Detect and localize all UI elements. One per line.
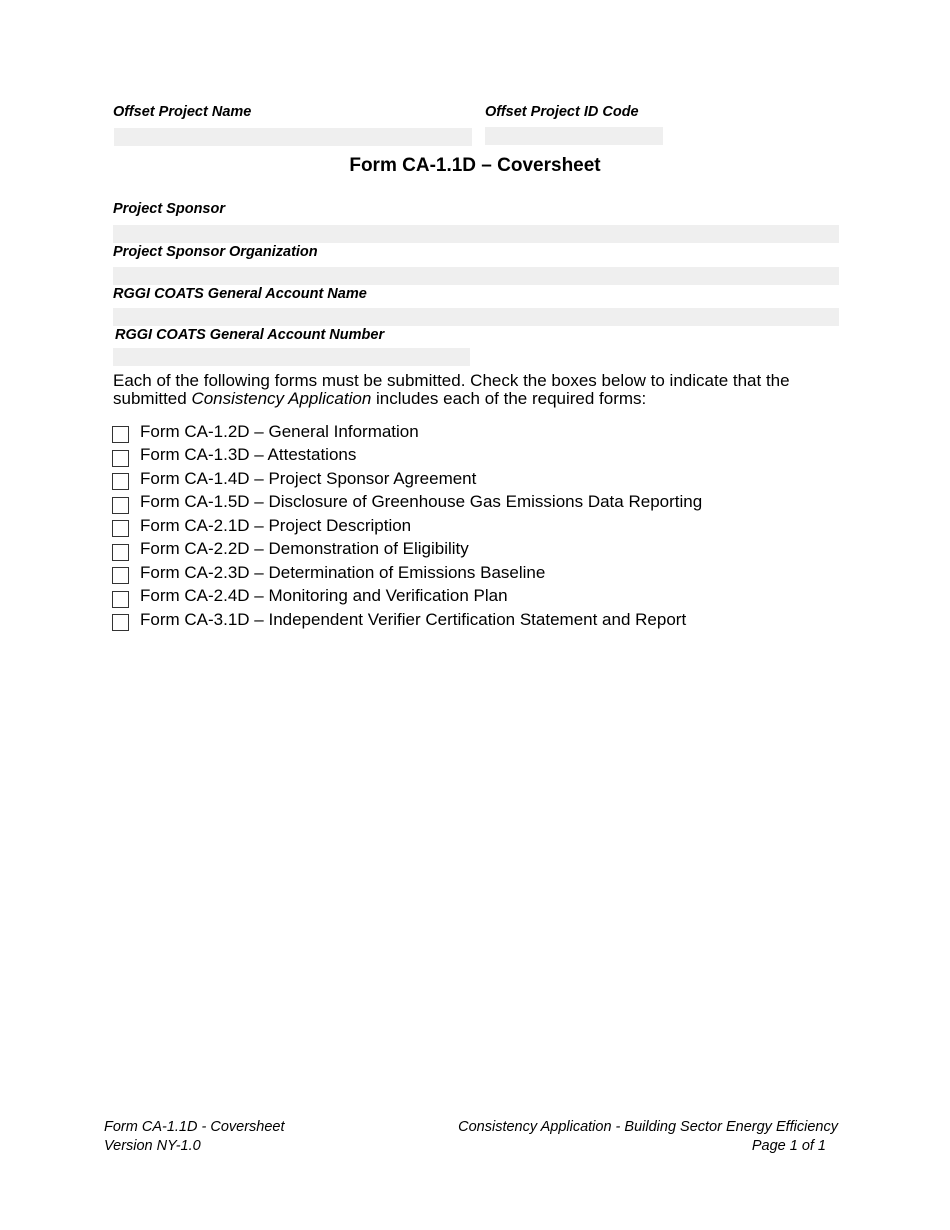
checkbox[interactable]	[112, 591, 129, 608]
project-sponsor-organization-label: Project Sponsor Organization	[113, 244, 318, 260]
checklist-item-label: Form CA-1.5D – Disclosure of Greenhouse Gas Emissions Data Reporting	[140, 492, 703, 512]
checklist-item	[112, 561, 702, 585]
coats-account-name-field[interactable]	[113, 308, 839, 326]
footer-right	[458, 1118, 838, 1156]
instructions-line-2-suffix: includes each of the required forms:	[371, 389, 647, 408]
project-sponsor-field[interactable]	[113, 225, 839, 243]
footer-left	[104, 1118, 285, 1156]
coats-account-number-field[interactable]	[113, 348, 470, 366]
checklist-item	[112, 467, 702, 491]
checkbox[interactable]	[112, 544, 129, 561]
project-sponsor-organization-field[interactable]	[113, 267, 839, 285]
checkbox[interactable]	[112, 497, 129, 514]
project-sponsor-label: Project Sponsor	[113, 201, 225, 217]
checkbox[interactable]	[112, 567, 129, 584]
coats-account-name-label: RGGI COATS General Account Name	[113, 286, 367, 302]
required-forms-checklist	[112, 420, 702, 632]
instructions-line-1: Each of the following forms must be submitted. Check the boxes below to indicate that the	[113, 371, 790, 390]
checkbox[interactable]	[112, 614, 129, 631]
checklist-item	[112, 585, 702, 609]
consistency-application-emphasis: Consistency Application	[191, 389, 372, 408]
checklist-item-label: Form CA-2.1D – Project Description	[140, 515, 412, 535]
checkbox[interactable]	[112, 426, 129, 443]
coats-account-number-label: RGGI COATS General Account Number	[115, 327, 385, 343]
checklist-item-label: Form CA-2.2D – Demonstration of Eligibility	[140, 539, 469, 559]
footer-application-name: Consistency Application - Building Sector Energy Efficiency	[458, 1119, 838, 1135]
checklist-item-label: Form CA-2.4D – Monitoring and Verification Plan	[140, 586, 508, 606]
checklist-item	[112, 491, 702, 515]
offset-project-id-label: Offset Project ID Code	[485, 104, 639, 120]
checkbox[interactable]	[112, 473, 129, 490]
checklist-item-label: Form CA-1.3D – Attestations	[140, 445, 357, 465]
instructions-line-2-prefix: submitted	[113, 389, 192, 408]
checkbox[interactable]	[112, 450, 129, 467]
offset-project-name-label: Offset Project Name	[113, 104, 252, 120]
instructions-paragraph	[113, 372, 843, 408]
checklist-item-label: Form CA-1.2D – General Information	[140, 421, 419, 441]
footer-page-number: Page 1 of 1	[751, 1138, 826, 1154]
offset-project-id-field[interactable]	[485, 127, 663, 145]
footer-version: Version NY-1.0	[104, 1138, 201, 1154]
checklist-item	[112, 514, 702, 538]
offset-project-name-field[interactable]	[114, 128, 472, 146]
page-title: Form CA-1.1D – Coversheet	[349, 155, 601, 176]
footer-form-name: Form CA-1.1D - Coversheet	[104, 1119, 285, 1135]
checklist-item	[112, 444, 702, 468]
checklist-item-label: Form CA-2.3D – Determination of Emissions Baseline	[140, 562, 546, 582]
checklist-item	[112, 420, 702, 444]
checklist-item	[112, 608, 702, 632]
checkbox[interactable]	[112, 520, 129, 537]
checklist-item-label: Form CA-3.1D – Independent Verifier Certification Statement and Report	[140, 609, 687, 629]
checklist-item	[112, 538, 702, 562]
checklist-item-label: Form CA-1.4D – Project Sponsor Agreement	[140, 468, 477, 488]
